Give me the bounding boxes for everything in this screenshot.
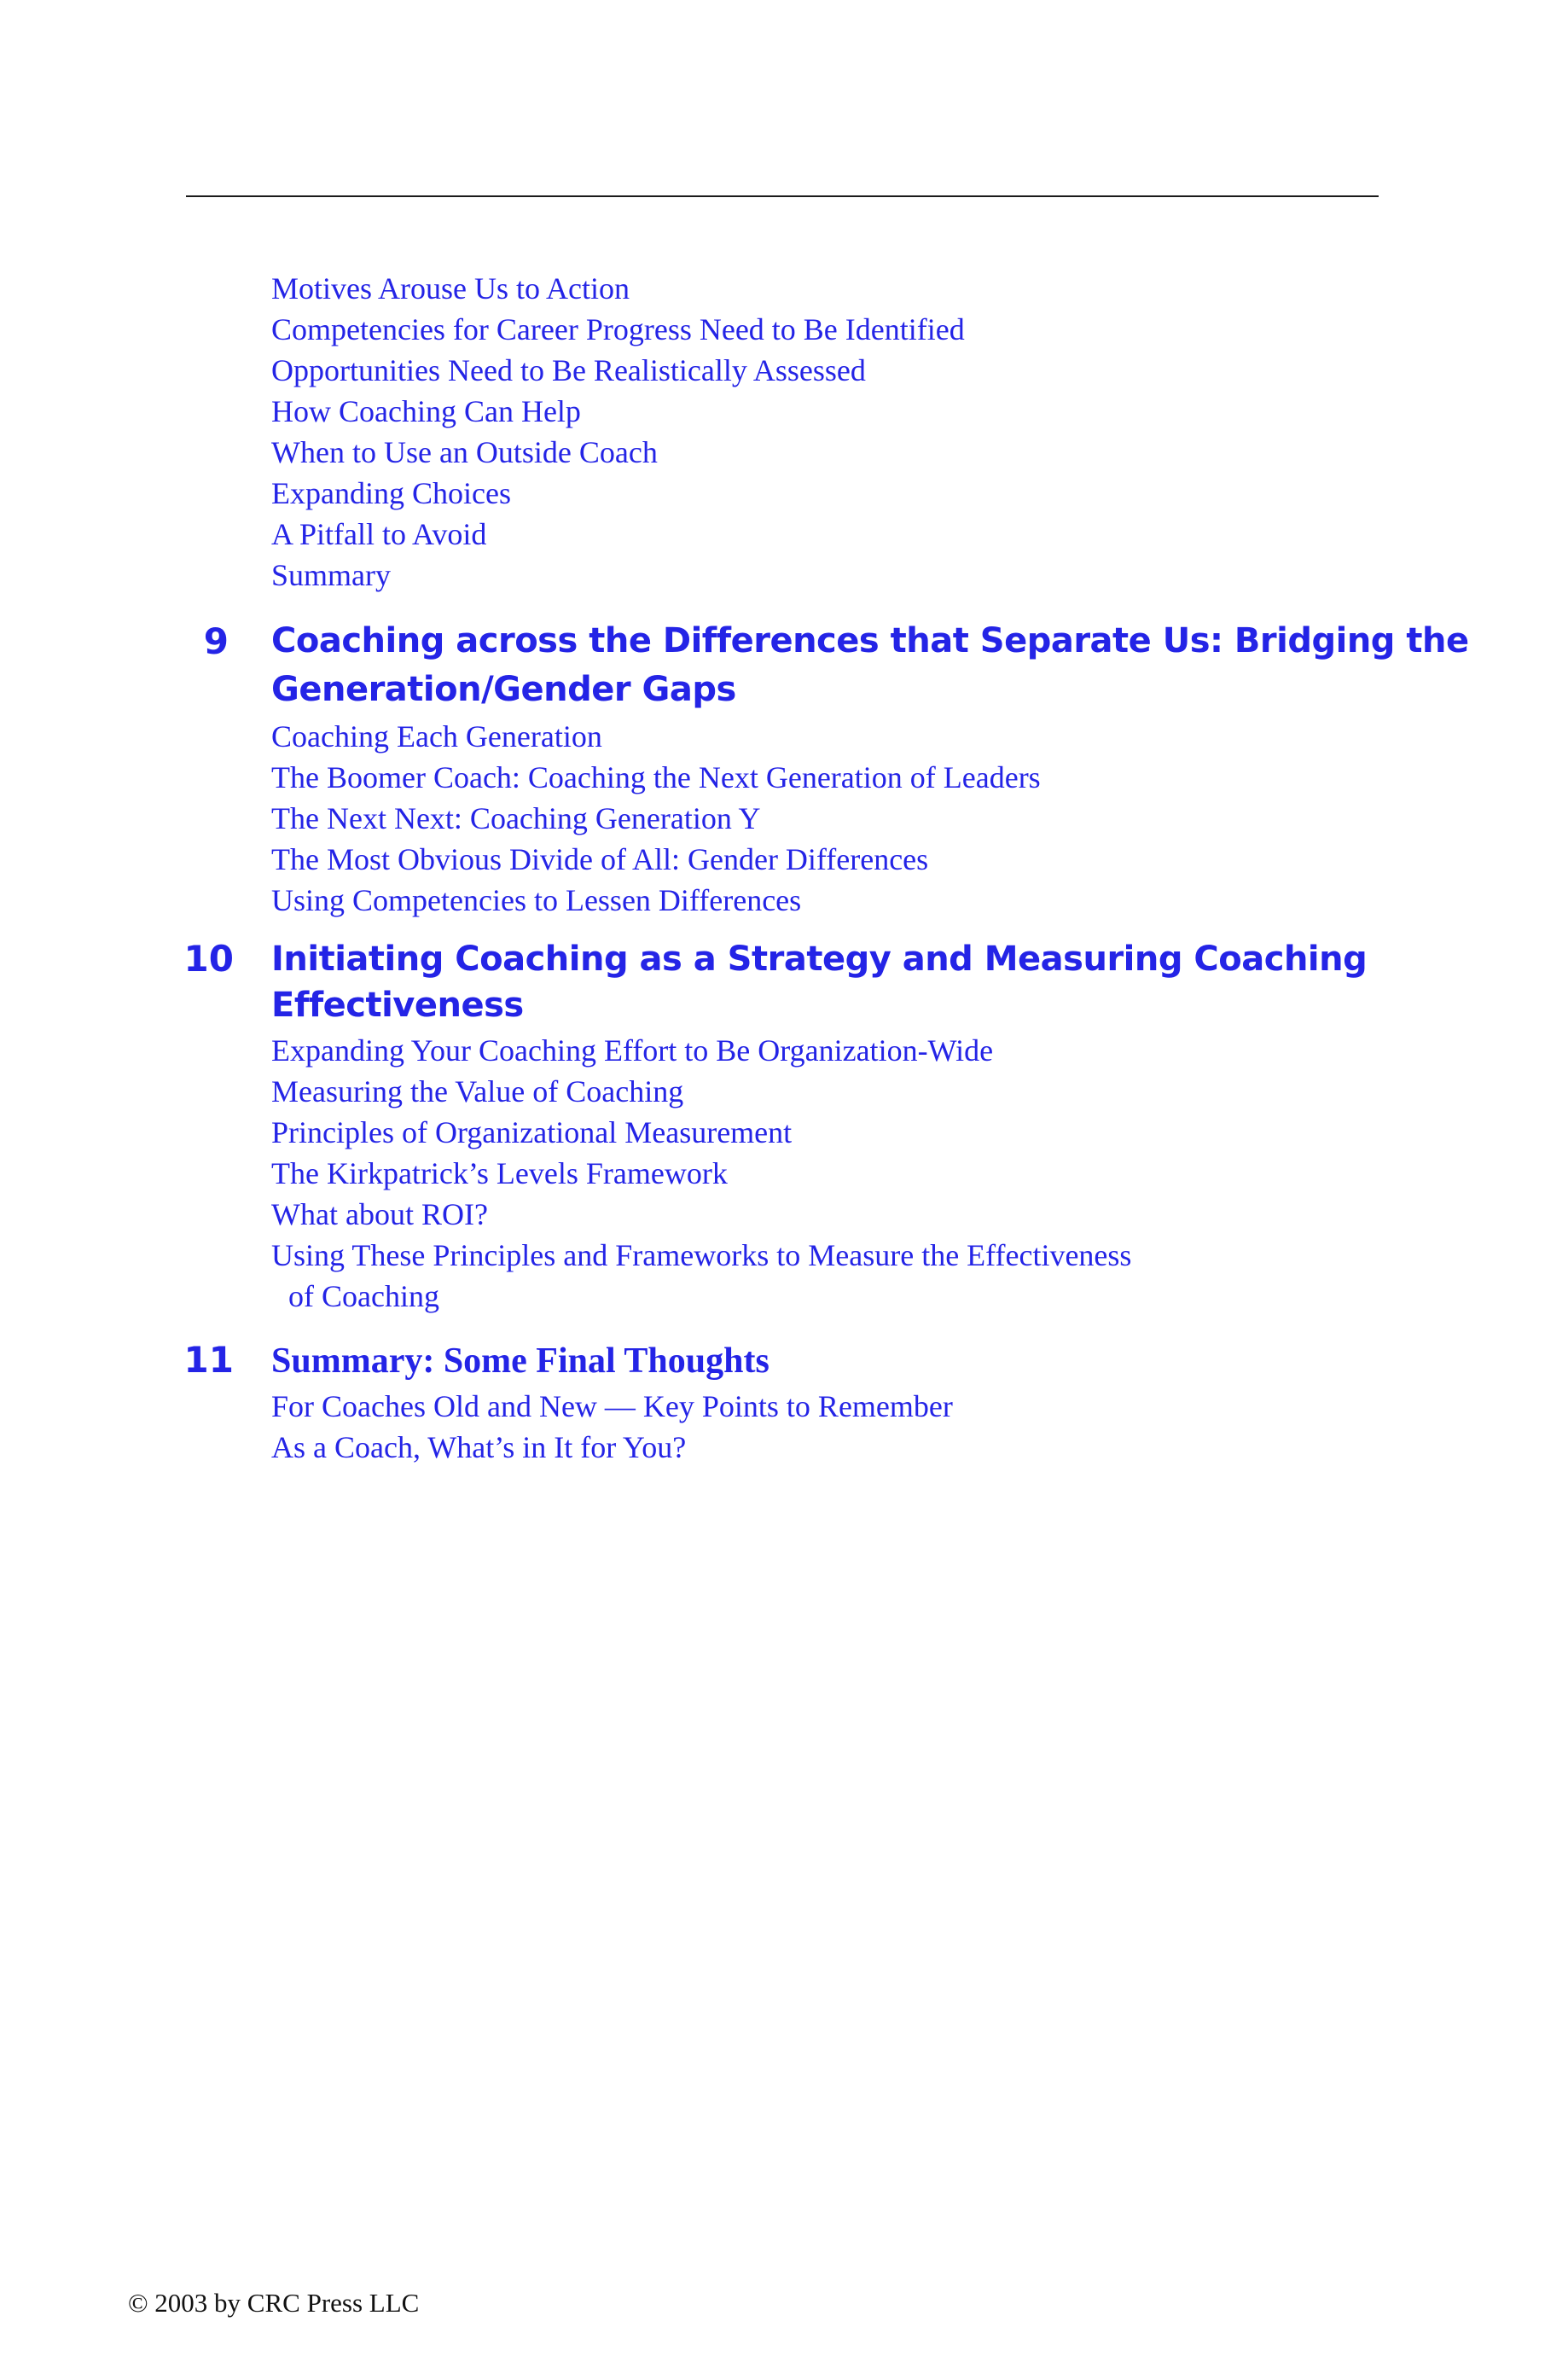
- toc-entry-boomer-coach[interactable]: The Boomer Coach: Coaching the Next Generation of Leaders: [271, 760, 1041, 794]
- toc-entry-opportunities[interactable]: Opportunities Need to Be Realistically Assessed: [271, 353, 866, 387]
- toc-entry-roi[interactable]: What about ROI?: [271, 1197, 488, 1231]
- toc-entry-measure-effectiveness[interactable]: Using These Principles and Frameworks to Measure the Effectiveness: [271, 1238, 1132, 1272]
- chapter-11-title[interactable]: Summary: Some Final Thoughts: [271, 1341, 769, 1381]
- toc-entry-motives[interactable]: Motives Arouse Us to Action: [271, 271, 630, 305]
- toc-entry-next-next[interactable]: The Next Next: Coaching Generation Y: [271, 801, 761, 835]
- copyright-footer: © 2003 by CRC Press LLC: [128, 2288, 420, 2318]
- toc-entry-each-generation[interactable]: Coaching Each Generation: [271, 719, 602, 753]
- chapter-9-title-line-1[interactable]: Coaching across the Differences that Separate Us: Bridging the: [271, 621, 1469, 660]
- toc-entry-outside-coach[interactable]: When to Use an Outside Coach: [271, 435, 658, 469]
- toc-entry-pitfall[interactable]: A Pitfall to Avoid: [271, 517, 487, 551]
- toc-entry-kirkpatrick[interactable]: The Kirkpatrick’s Levels Framework: [271, 1156, 728, 1190]
- toc-entry-lessen-differences[interactable]: Using Competencies to Lessen Differences: [271, 883, 802, 917]
- toc-entry-organization-wide[interactable]: Expanding Your Coaching Effort to Be Organization-Wide: [271, 1033, 994, 1068]
- chapter-10-title-line-2[interactable]: Effectiveness: [271, 986, 524, 1025]
- chapter-9-number: 9: [203, 620, 229, 662]
- toc-entry-measure-effectiveness-cont[interactable]: of Coaching: [288, 1279, 439, 1313]
- toc-entry-value-of-coaching[interactable]: Measuring the Value of Coaching: [271, 1074, 684, 1108]
- chapter-11-number: 11: [183, 1339, 234, 1381]
- header-rule: [186, 195, 1379, 197]
- chapter-10-number: 10: [183, 938, 234, 980]
- toc-entry-whats-in-it[interactable]: As a Coach, What’s in It for You?: [271, 1430, 687, 1464]
- chapter-9-title-line-2[interactable]: Generation/Gender Gaps: [271, 670, 736, 709]
- chapter-10-title-line-1[interactable]: Initiating Coaching as a Strategy and Measuring Coaching: [271, 940, 1368, 979]
- toc-entry-gender-differences[interactable]: The Most Obvious Divide of All: Gender Differences: [271, 842, 929, 876]
- toc-entry-summary[interactable]: Summary: [271, 558, 391, 592]
- toc-entry-key-points[interactable]: For Coaches Old and New — Key Points to Remember: [271, 1389, 953, 1423]
- toc-entry-organizational-measurement[interactable]: Principles of Organizational Measurement: [271, 1115, 793, 1149]
- toc-entry-expanding-choices[interactable]: Expanding Choices: [271, 476, 511, 510]
- toc-entry-how-coaching-helps[interactable]: How Coaching Can Help: [271, 394, 581, 428]
- toc-entry-competencies[interactable]: Competencies for Career Progress Need to Be Identified: [271, 312, 965, 346]
